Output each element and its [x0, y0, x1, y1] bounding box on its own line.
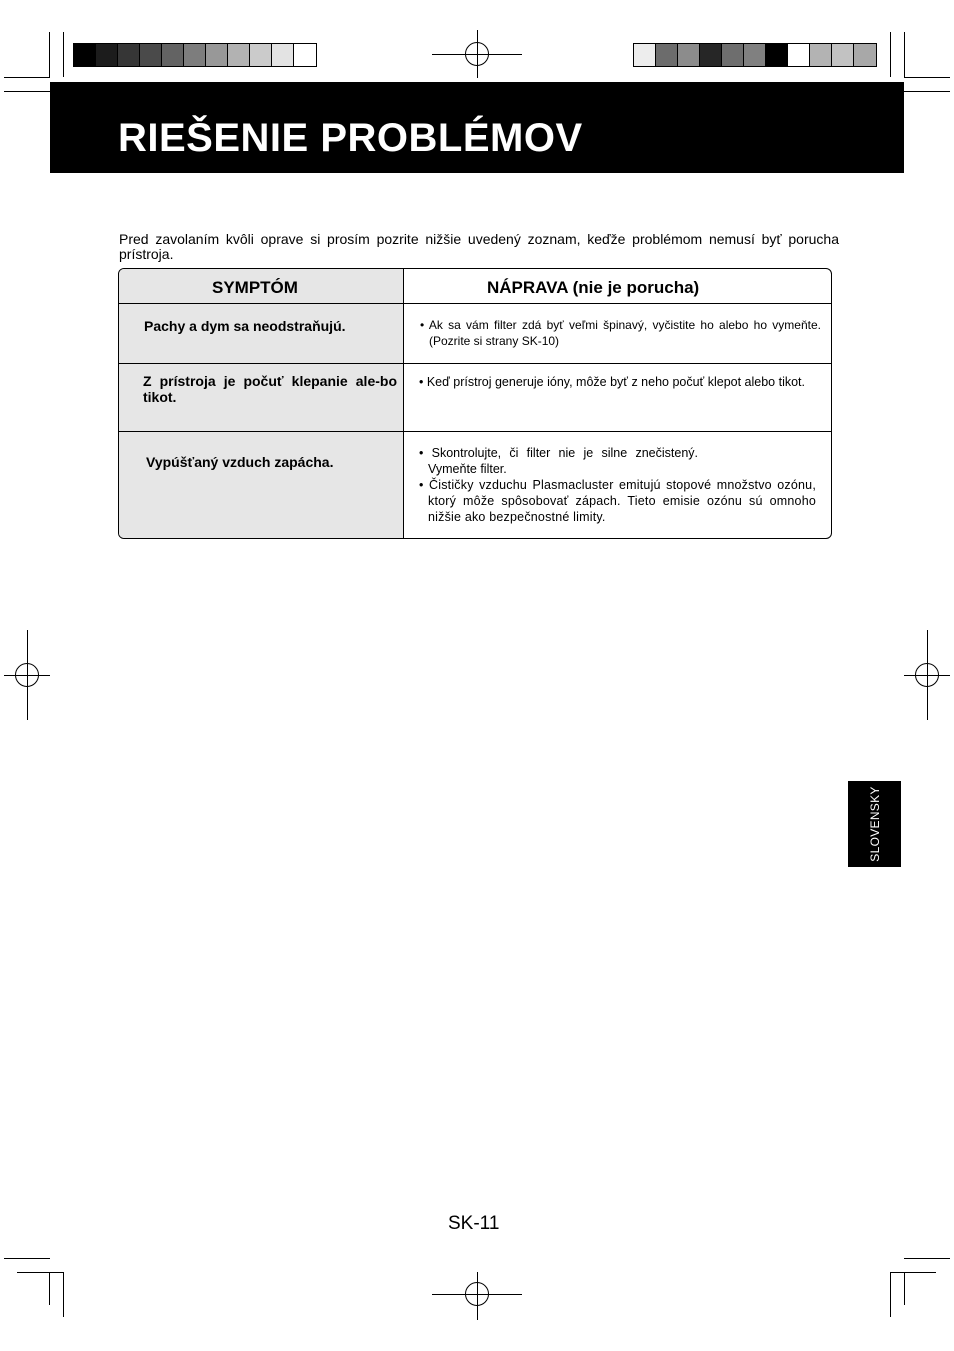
- remedy-2: [418, 374, 818, 390]
- calibration-swatch: [272, 44, 294, 66]
- calibration-bar-right: [633, 43, 877, 67]
- page-title: RIEŠENIE PROBLÉMOV: [118, 116, 583, 160]
- row-divider: [119, 303, 831, 304]
- calibration-bar-left: [73, 43, 317, 67]
- row-divider: [119, 431, 831, 432]
- calibration-swatch: [118, 44, 140, 66]
- calibration-swatch: [250, 44, 272, 66]
- header-remedy: NÁPRAVA (nie je porucha): [487, 278, 700, 297]
- calibration-swatch: [722, 44, 744, 66]
- calibration-swatch: [656, 44, 678, 66]
- calibration-swatch: [744, 44, 766, 66]
- calibration-swatch: [96, 44, 118, 66]
- remedy-3: [418, 445, 816, 525]
- language-tab: [848, 781, 901, 867]
- remedy-3-item-1: • Skontrolujte, či filter nie je silne znečistený. Vymeňte filter.: [419, 446, 698, 476]
- calibration-swatch: [74, 44, 96, 66]
- calibration-swatch: [228, 44, 250, 66]
- remedy-1: [419, 317, 821, 349]
- calibration-swatch: [678, 44, 700, 66]
- title-band: [50, 82, 904, 173]
- calibration-swatch: [162, 44, 184, 66]
- calibration-swatch: [700, 44, 722, 66]
- symptom-2: Z prístroja je počuť klepanie ale-bo tikot.: [143, 373, 397, 405]
- calibration-swatch: [294, 44, 316, 66]
- calibration-swatch: [788, 44, 810, 66]
- row-divider: [119, 363, 831, 364]
- calibration-swatch: [854, 44, 876, 66]
- calibration-swatch: [206, 44, 228, 66]
- symptom-1: Pachy a dym sa neodstraňujú.: [144, 318, 346, 334]
- calibration-swatch: [634, 44, 656, 66]
- calibration-swatch: [184, 44, 206, 66]
- symptom-3: Vypúšťaný vzduch zapácha.: [146, 454, 334, 470]
- calibration-swatch: [832, 44, 854, 66]
- calibration-swatch: [766, 44, 788, 66]
- calibration-swatch: [810, 44, 832, 66]
- calibration-swatch: [140, 44, 162, 66]
- remedy-1-item-1: • Ak sa vám filter zdá byť veľmi špinavý, vyčistite ho alebo ho vymeňte. (Pozrite si strany SK-10): [420, 318, 821, 348]
- header-symptom: SYMPTÓM: [212, 278, 298, 297]
- intro-text: Pred zavolaním kvôli oprave si prosím pozrite nižšie uvedený zoznam, keďže problémom nemusí byť porucha prístroja.: [119, 231, 839, 262]
- remedy-3-item-2: • Čističky vzduchu Plasmacluster emitujú stopové množstvo ozónu, ktorý môže spôsobovať zápach. Tieto emisie ozónu sú omnoho nižšie ako bezpečnostné limity.: [419, 478, 816, 524]
- troubleshooting-table: [118, 268, 832, 539]
- language-tab-label: SLOVENSKY: [867, 786, 882, 862]
- page-number: SK-11: [448, 1213, 500, 1234]
- remedy-2-item-1: • Keď prístroj generuje ióny, môže byť z neho počuť klepot alebo tikot.: [419, 375, 805, 389]
